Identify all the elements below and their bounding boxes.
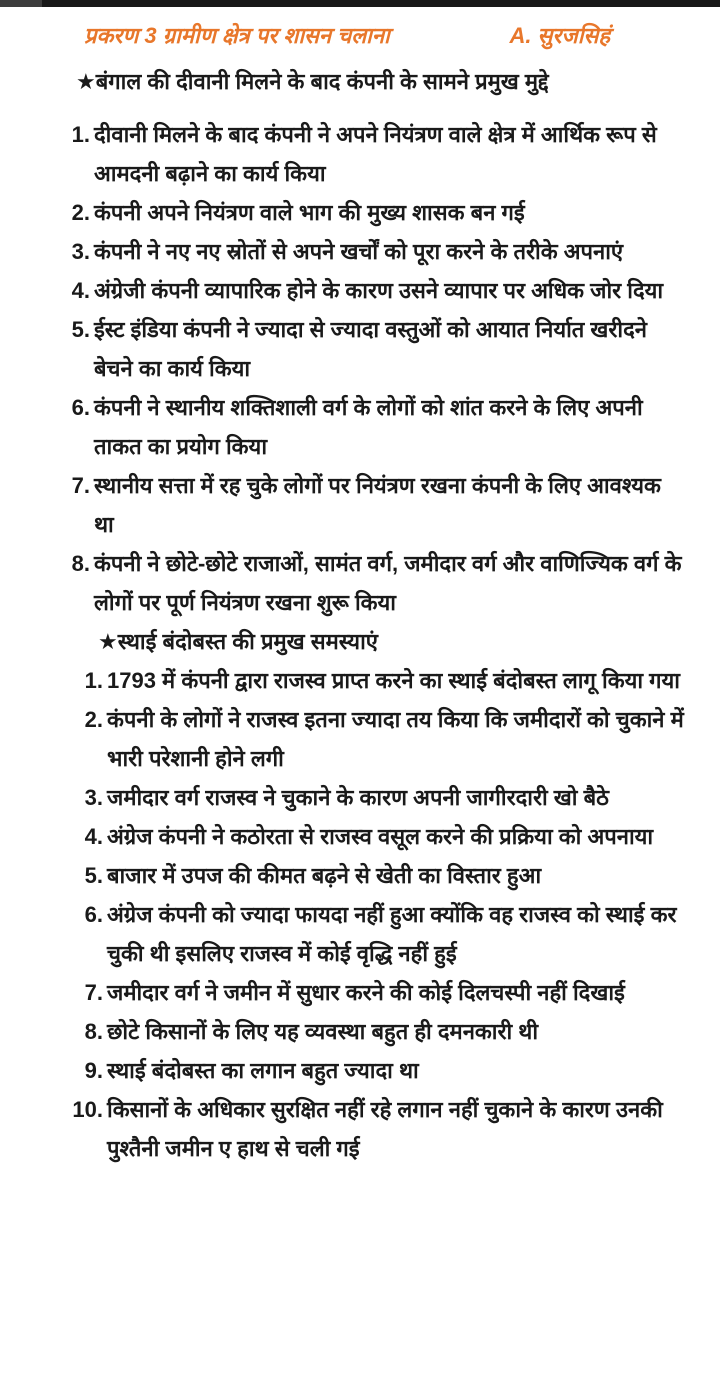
list-item-number: 2. — [71, 200, 90, 225]
list-item-text: अंग्रेजी कंपनी व्यापारिक होने के कारण उसने व्यापार पर अधिक जोर दिया — [94, 278, 664, 303]
top-bar-segment — [0, 0, 42, 7]
list-item-number: 5. — [71, 317, 90, 342]
chapter-title: प्रकरण 3 ग्रामीण क्षेत्र पर शासन चलाना — [84, 23, 390, 48]
list-item-number: 5. — [84, 863, 103, 888]
list-item-text: कंपनी के लोगों ने राजस्व इतना ज्यादा तय किया कि जमीदारों को चुकाने में भारी परेशानी होने लगी — [107, 707, 684, 771]
list-item-text: अंग्रेज कंपनी को ज्यादा फायदा नहीं हुआ क्योंकि वह राजस्व को स्थाई कर चुकी थी इसलिए राजस्व में कोई वृद्धि नहीं हुई — [107, 902, 677, 966]
list-item — [70, 778, 720, 817]
section-heading-main — [0, 62, 720, 101]
list-item — [70, 973, 720, 1012]
section-heading-sub — [98, 622, 720, 661]
list-item-number: 6. — [84, 902, 103, 927]
list-item-text: ईस्ट इंडिया कंपनी ने ज्यादा से ज्यादा वस्तुओं को आयात निर्यात खरीदने बेचने का कार्य किया — [94, 317, 648, 381]
list-item-number: 4. — [71, 278, 90, 303]
list-item-number: 1. — [84, 668, 103, 693]
list-item — [63, 544, 720, 622]
list-item — [63, 115, 720, 193]
list-item-text: 1793 में कंपनी द्वारा राजस्व प्राप्त करने का स्थाई बंदोबस्त लागू किया गया — [107, 668, 681, 693]
list-item-number: 7. — [71, 473, 90, 498]
list-item — [70, 895, 720, 973]
list-item-text: अंग्रेज कंपनी ने कठोरता से राजस्व वसूल करने की प्रक्रिया को अपनाया — [107, 824, 654, 849]
list-item-text: जमीदार वर्ग ने जमीन में सुधार करने की कोई दिलचस्पी नहीं दिखाई — [107, 980, 625, 1005]
list-item — [70, 1012, 720, 1051]
list-item-number: 1. — [71, 122, 90, 147]
title-row — [0, 7, 720, 51]
list-item-text: कंपनी अपने नियंत्रण वाले भाग की मुख्य शासक बन गई — [94, 200, 525, 225]
top-bar — [0, 0, 720, 7]
list-item — [63, 271, 720, 310]
list-item — [70, 700, 720, 778]
list-item-number: 10. — [72, 1097, 103, 1122]
list-item-text: बाजार में उपज की कीमत बढ़ने से खेती का विस्तार हुआ — [107, 863, 542, 888]
list-item — [63, 232, 720, 271]
list-item-text: स्थानीय सत्ता में रह चुके लोगों पर नियंत्रण रखना कंपनी के लिए आवश्यक था — [94, 473, 661, 537]
settlement-problems-list — [70, 661, 720, 1168]
list-item-text: दीवानी मिलने के बाद कंपनी ने अपने नियंत्रण वाले क्षेत्र में आर्थिक रूप से आमदनी बढ़ाने का कार्य किया — [94, 122, 657, 186]
main-issues-list — [63, 115, 720, 622]
list-item-text: छोटे किसानों के लिए यह व्यवस्था बहुत ही दमनकारी थी — [107, 1019, 539, 1044]
list-item — [63, 388, 720, 466]
star-icon: ★ — [98, 629, 118, 654]
list-item — [70, 661, 720, 700]
list-item-number: 8. — [71, 551, 90, 576]
list-item-number: 9. — [84, 1058, 103, 1083]
list-item-text: जमीदार वर्ग राजस्व ने चुकाने के कारण अपनी जागीरदारी खो बैठे — [107, 785, 609, 810]
list-item-number: 3. — [71, 239, 90, 264]
list-item — [63, 193, 720, 232]
author-name: A. सुरजसिहं — [509, 23, 610, 48]
list-item-text: किसानों के अधिकार सुरक्षित नहीं रहे लगान नहीं चुकाने के कारण उनकी पुश्तैनी जमीन ए हाथ से चली गई — [107, 1097, 663, 1161]
list-item — [63, 310, 720, 388]
list-item — [70, 817, 720, 856]
star-icon: ★ — [76, 69, 96, 94]
list-item-number: 8. — [84, 1019, 103, 1044]
list-item-number: 3. — [84, 785, 103, 810]
list-item-text: कंपनी ने नए नए स्रोतों से अपने खर्चों को पूरा करने के तरीके अपनाएं — [94, 239, 624, 264]
list-item-number: 7. — [84, 980, 103, 1005]
list-item-number: 6. — [71, 395, 90, 420]
list-item-text: कंपनी ने स्थानीय शक्तिशाली वर्ग के लोगों को शांत करने के लिए अपनी ताकत का प्रयोग किया — [94, 395, 643, 459]
section-heading-main-text: बंगाल की दीवानी मिलने के बाद कंपनी के सामने प्रमुख मुद्दे — [95, 69, 549, 94]
list-item-text: कंपनी ने छोटे-छोटे राजाओं, सामंत वर्ग, जमीदार वर्ग और वाणिज्यिक वर्ग के लोगों पर पूर्ण नियंत्रण रखना शुरू किया — [94, 551, 682, 615]
list-item-number: 2. — [84, 707, 103, 732]
list-item — [70, 1090, 720, 1168]
list-item-number: 4. — [84, 824, 103, 849]
section-heading-sub-text: स्थाई बंदोबस्त की प्रमुख समस्याएं — [117, 629, 378, 654]
list-item-text: स्थाई बंदोबस्त का लगान बहुत ज्यादा था — [107, 1058, 419, 1083]
list-item — [70, 1051, 720, 1090]
list-item — [70, 856, 720, 895]
list-item — [63, 466, 720, 544]
